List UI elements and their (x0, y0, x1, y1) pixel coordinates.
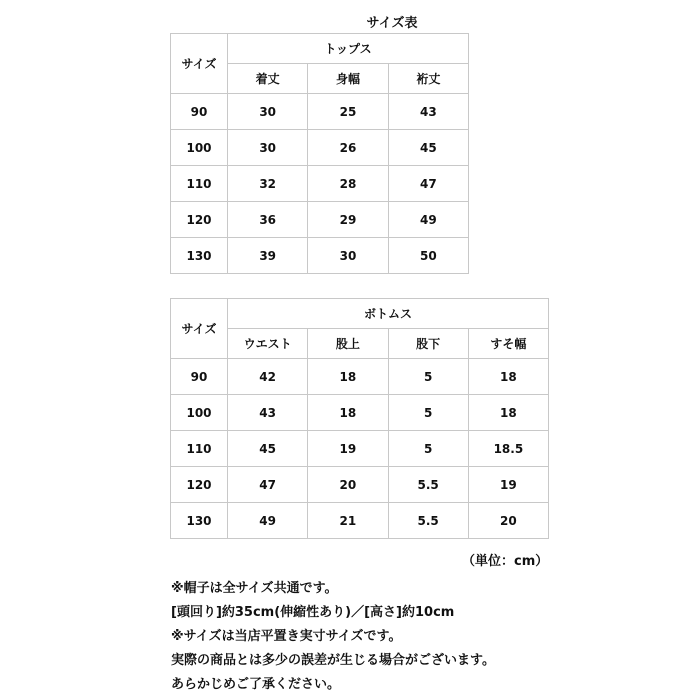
table-cell: 18 (308, 359, 388, 395)
table-cell: 18 (468, 395, 548, 431)
size-cell: 110 (171, 166, 228, 202)
column-header: 裄丈 (388, 64, 468, 94)
table-row (171, 130, 469, 166)
table-cell: 39 (228, 238, 308, 274)
table-row (171, 166, 469, 202)
table-row (171, 359, 549, 395)
table-cell: 30 (228, 130, 308, 166)
table-row (171, 202, 469, 238)
table-cell: 49 (388, 202, 468, 238)
size-cell: 90 (171, 94, 228, 130)
column-header: すそ幅 (468, 329, 548, 359)
table-cell: 30 (308, 238, 388, 274)
table-cell: 25 (308, 94, 388, 130)
note-line: 実際の商品とは多少の誤差が生じる場合がございます。 (171, 653, 495, 668)
note-line: ※帽子は全サイズ共通です。 (171, 581, 338, 596)
tops-group-header: トップス (228, 34, 469, 64)
table-cell: 29 (308, 202, 388, 238)
bottoms-size-table (170, 298, 549, 539)
table-cell: 5 (388, 359, 468, 395)
note-line: ※サイズは当店平置き実寸サイズです。 (171, 629, 402, 644)
unit-label: （単位：cm） (462, 554, 549, 569)
table-row (171, 431, 549, 467)
table-cell: 18 (468, 359, 548, 395)
bottoms-group-header: ボトムス (228, 299, 549, 329)
table-cell: 5 (388, 395, 468, 431)
table-cell: 42 (228, 359, 308, 395)
size-cell: 120 (171, 202, 228, 238)
column-header: 股上 (308, 329, 388, 359)
size-header: サイズ (171, 34, 228, 94)
note-line: あらかじめご了承ください。 (171, 677, 341, 692)
table-cell: 21 (308, 503, 388, 539)
table-row (171, 467, 549, 503)
size-cell: 100 (171, 130, 228, 166)
column-header: ウエスト (228, 329, 308, 359)
table-cell: 20 (468, 503, 548, 539)
table-cell: 20 (308, 467, 388, 503)
size-cell: 130 (171, 238, 228, 274)
table-cell: 26 (308, 130, 388, 166)
table-cell: 18.5 (468, 431, 548, 467)
column-header: 股下 (388, 329, 468, 359)
table-cell: 19 (308, 431, 388, 467)
table-cell: 43 (388, 94, 468, 130)
table-cell: 50 (388, 238, 468, 274)
table-cell: 30 (228, 94, 308, 130)
size-cell: 110 (171, 431, 228, 467)
table-cell: 5.5 (388, 503, 468, 539)
notes (171, 577, 691, 697)
table-cell: 45 (388, 130, 468, 166)
table-cell: 5 (388, 431, 468, 467)
table-cell: 49 (228, 503, 308, 539)
table-cell: 36 (228, 202, 308, 238)
table-cell: 18 (308, 395, 388, 431)
column-header: 着丈 (228, 64, 308, 94)
table-cell: 47 (388, 166, 468, 202)
table-cell: 32 (228, 166, 308, 202)
table-cell: 43 (228, 395, 308, 431)
table-cell: 45 (228, 431, 308, 467)
size-header: サイズ (171, 299, 228, 359)
table-cell: 19 (468, 467, 548, 503)
table-row (171, 94, 469, 130)
table-cell: 47 (228, 467, 308, 503)
table-row (171, 395, 549, 431)
size-cell: 130 (171, 503, 228, 539)
size-cell: 120 (171, 467, 228, 503)
note-line: [頭回り]約35cm(伸縮性あり)／[高さ]約10cm (171, 605, 455, 620)
table-row (171, 503, 549, 539)
table-cell: 5.5 (388, 467, 468, 503)
tops-size-table (170, 33, 469, 274)
table-cell: 28 (308, 166, 388, 202)
size-cell: 100 (171, 395, 228, 431)
size-cell: 90 (171, 359, 228, 395)
column-header: 身幅 (308, 64, 388, 94)
table-row (171, 238, 469, 274)
page-title: サイズ表 (366, 16, 418, 31)
